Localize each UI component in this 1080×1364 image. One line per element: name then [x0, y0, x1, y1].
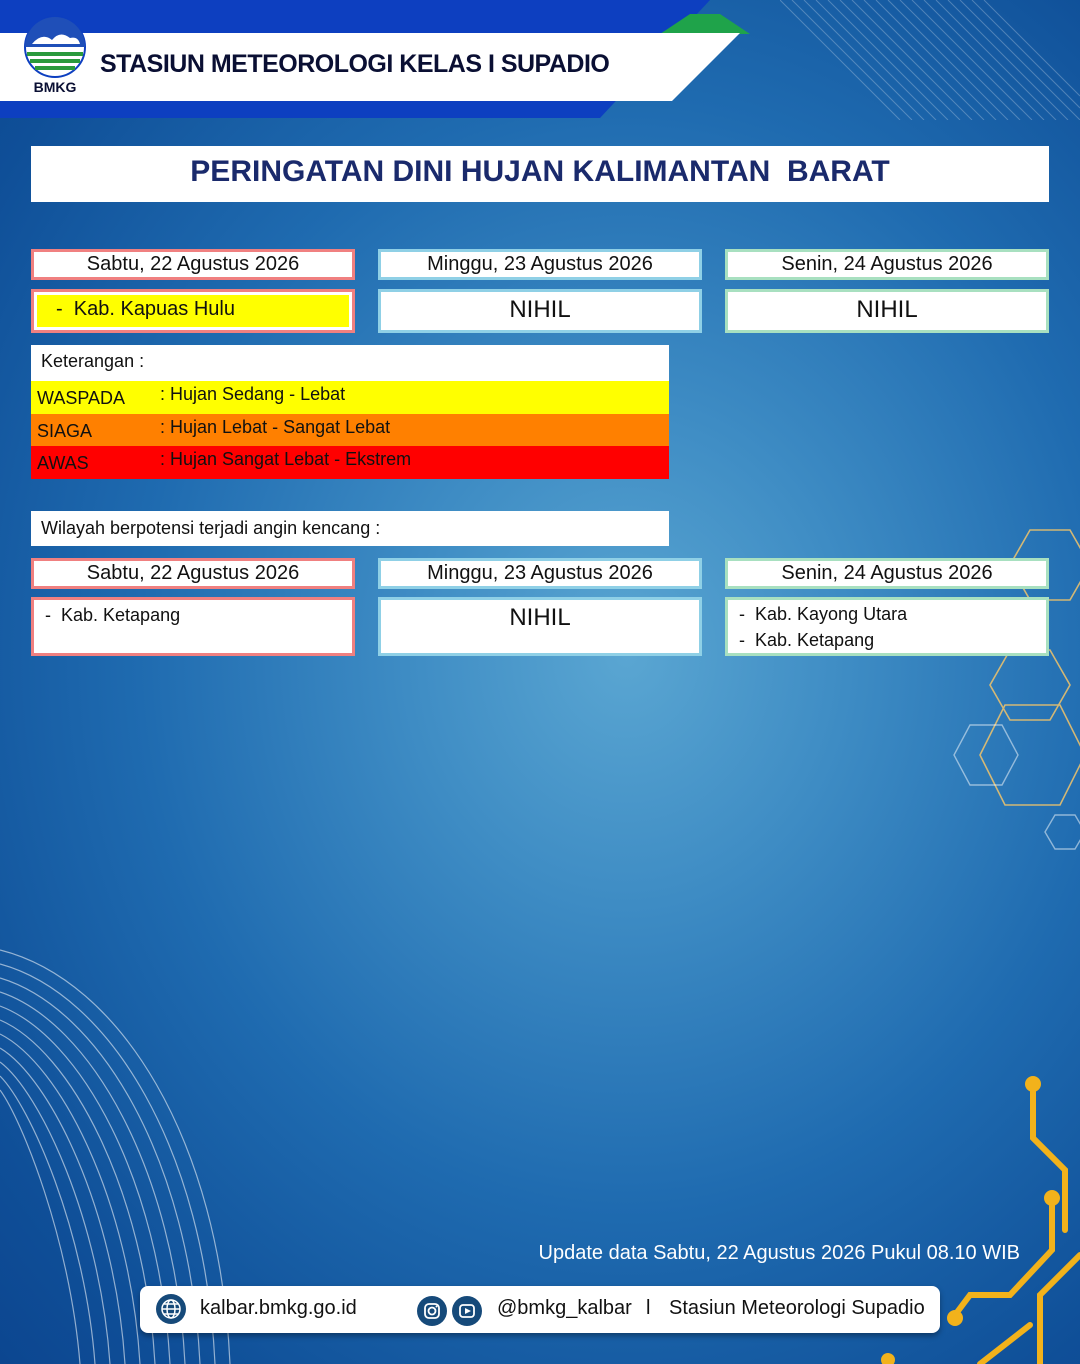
youtube-icon[interactable] — [452, 1296, 482, 1326]
legend-awas — [31, 446, 669, 479]
wind-title-box — [31, 511, 669, 546]
rain-date-day2: Minggu, 23 Agustus 2026 — [378, 249, 702, 280]
station-title: STASIUN METEOROLOGI KELAS I SUPADIO — [100, 50, 610, 78]
globe-icon — [156, 1294, 186, 1324]
station-name: Stasiun Meteorologi Supadio — [669, 1297, 925, 1319]
wind-value-day3 — [725, 597, 1049, 656]
legend-title-box — [31, 345, 669, 381]
website-link[interactable]: kalbar.bmkg.go.id — [200, 1297, 357, 1319]
wind-region-item: - Kab. Ketapang — [739, 630, 875, 650]
wind-region-item: - Kab. Kayong Utara — [739, 604, 908, 624]
legend-label: WASPADA — [37, 388, 126, 408]
legend-waspada — [31, 381, 669, 414]
wind-value-day2: NIHIL — [378, 597, 702, 656]
wind-date-day3: Senin, 24 Agustus 2026 — [725, 558, 1049, 589]
page-title: PERINGATAN DINI HUJAN KALIMANTAN BARAT — [190, 155, 890, 188]
social-handle[interactable]: @bmkg_kalbar — [497, 1297, 632, 1319]
legend-desc: : Hujan Lebat - Sangat Lebat — [160, 417, 391, 437]
legend-desc: : Hujan Sedang - Lebat — [160, 384, 346, 404]
wind-date-day2: Minggu, 23 Agustus 2026 — [378, 558, 702, 589]
wind-value-day1 — [31, 597, 355, 656]
legend-label: AWAS — [37, 453, 89, 473]
wind-date-day1: Sabtu, 22 Agustus 2026 — [31, 558, 355, 589]
legend-siaga — [31, 414, 669, 447]
rain-value-day1 — [31, 289, 355, 333]
diagonal-lines-decoration — [780, 0, 1080, 120]
update-timestamp: Update data Sabtu, 22 Agustus 2026 Pukul 08.10 WIB — [538, 1242, 1020, 1264]
rain-date-day1: Sabtu, 22 Agustus 2026 — [31, 249, 355, 280]
wind-title: Wilayah berpotensi terjadi angin kencang : — [41, 518, 381, 538]
rain-region-item: - Kab. Kapuas Hulu — [56, 298, 235, 320]
wind-region-item: - Kab. Ketapang — [45, 605, 181, 625]
footer-separator: l — [646, 1297, 651, 1319]
rain-value-day3: NIHIL — [725, 289, 1049, 333]
legend-label: SIAGA — [37, 421, 93, 441]
legend-title: Keterangan : — [41, 351, 145, 371]
logo-label: BMKG — [33, 79, 77, 95]
rain-date-day3: Senin, 24 Agustus 2026 — [725, 249, 1049, 280]
instagram-icon[interactable] — [417, 1296, 447, 1326]
footer-bar — [140, 1286, 940, 1333]
rain-value-day2: NIHIL — [378, 289, 702, 333]
legend-desc: : Hujan Sangat Lebat - Ekstrem — [160, 449, 412, 469]
